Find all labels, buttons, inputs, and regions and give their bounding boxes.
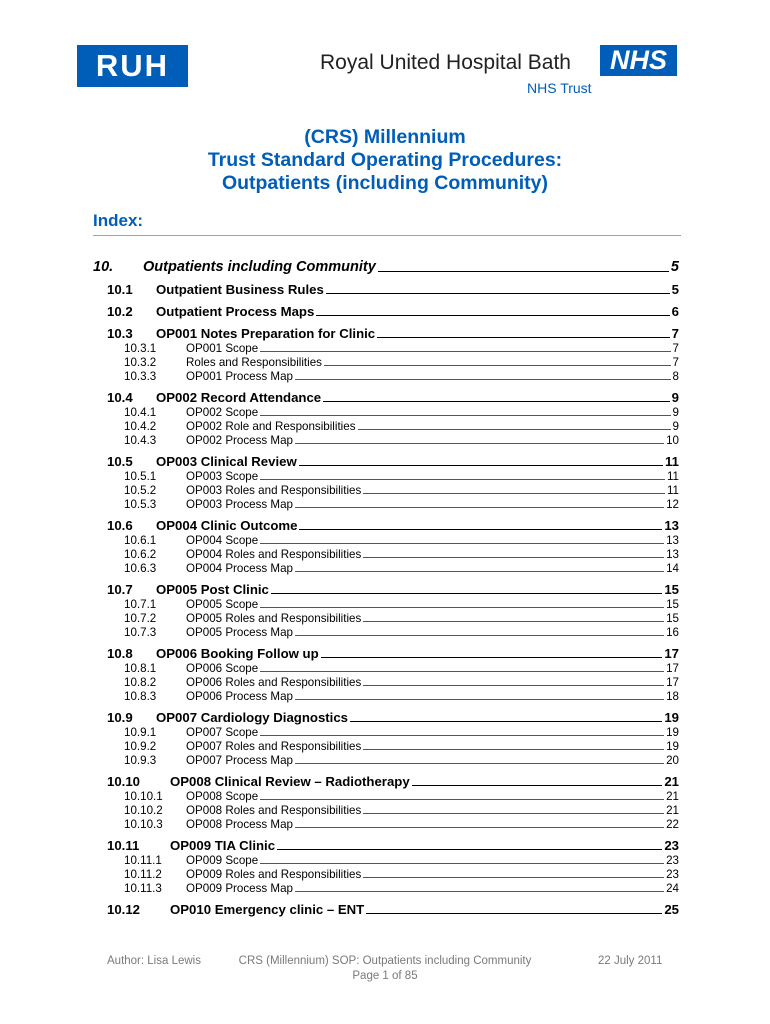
toc-leader xyxy=(363,813,664,814)
toc-leader xyxy=(350,721,662,722)
toc-leader xyxy=(324,365,671,366)
toc-leader xyxy=(295,635,664,636)
toc-label: OP003 Scope xyxy=(186,470,259,483)
toc-page: 22 xyxy=(666,818,679,831)
toc-leader xyxy=(363,685,664,686)
toc-subsection-entry[interactable] xyxy=(93,369,679,383)
toc-page: 13 xyxy=(666,548,679,561)
toc-number: 10.11.2 xyxy=(124,868,162,881)
toc-number: 10.11.1 xyxy=(124,854,162,867)
toc-label: Outpatient Business Rules xyxy=(156,282,324,297)
footer-author: Author: Lisa Lewis xyxy=(107,955,201,967)
toc-page: 13 xyxy=(664,518,679,533)
toc-number: 10.1 xyxy=(107,282,133,297)
toc-section-entry[interactable] xyxy=(93,301,679,319)
toc-label: Outpatient Process Maps xyxy=(156,304,315,319)
toc-leader xyxy=(363,493,665,494)
toc-page: 9 xyxy=(672,420,679,433)
toc-leader xyxy=(260,863,664,864)
toc-page: 23 xyxy=(664,838,679,853)
toc-page: 25 xyxy=(664,902,679,917)
toc-label: OP001 Process Map xyxy=(186,370,293,383)
toc-subsection-entry[interactable] xyxy=(93,497,679,511)
hospital-name: Royal United Hospital Bath xyxy=(320,51,571,74)
toc-leader xyxy=(377,337,670,338)
title-line-3: Outpatients (including Community) xyxy=(221,172,549,194)
toc-number: 10.11 xyxy=(107,838,140,853)
toc-number: 10.10.3 xyxy=(124,818,163,831)
toc-leader xyxy=(358,429,671,430)
toc-number: 10.4.3 xyxy=(124,434,157,447)
toc-leader xyxy=(295,827,664,828)
toc-page: 21 xyxy=(664,774,679,789)
toc-subsection-entry[interactable] xyxy=(93,853,679,867)
toc-section-entry[interactable] xyxy=(93,323,679,341)
toc-label: OP006 Roles and Responsibilities xyxy=(186,676,362,689)
toc-label: OP002 Process Map xyxy=(186,434,293,447)
toc-leader xyxy=(295,763,664,764)
toc-number: 10.7 xyxy=(107,582,133,597)
toc-page: 20 xyxy=(666,754,679,767)
toc-label: OP007 Cardiology Diagnostics xyxy=(156,710,349,725)
toc-label: OP003 Process Map xyxy=(186,498,293,511)
footer-page-number: Page 1 of 85 xyxy=(352,970,418,982)
toc-number: 10.5 xyxy=(107,454,133,469)
toc-page: 23 xyxy=(666,854,679,867)
toc-subsection-entry[interactable] xyxy=(93,611,679,625)
toc-subsection-entry[interactable] xyxy=(93,881,679,895)
toc-number: 10.6.2 xyxy=(124,548,157,561)
toc-leader xyxy=(363,621,664,622)
footer-date: 22 July 2011 xyxy=(598,955,663,967)
toc-page: 18 xyxy=(666,690,679,703)
toc-leader xyxy=(260,351,670,352)
toc-number: 10.4.2 xyxy=(124,420,157,433)
toc-leader xyxy=(260,671,664,672)
toc-label: OP006 Process Map xyxy=(186,690,293,703)
toc-subsection-entry[interactable] xyxy=(93,533,679,547)
toc-number: 10.3.3 xyxy=(124,370,157,383)
toc-leader xyxy=(321,657,663,658)
ruh-logo: RUH xyxy=(77,45,188,87)
toc-label: OP004 Clinic Outcome xyxy=(156,518,298,533)
toc-label: OP007 Process Map xyxy=(186,754,293,767)
toc-page: 9 xyxy=(671,390,679,405)
toc-page: 19 xyxy=(666,740,679,753)
toc-leader xyxy=(363,749,664,750)
toc-subsection-entry[interactable] xyxy=(93,675,679,689)
toc-subsection-entry[interactable] xyxy=(93,561,679,575)
toc-leader xyxy=(378,271,669,272)
toc-label: OP008 Roles and Responsibilities xyxy=(186,804,362,817)
toc-label: OP009 Scope xyxy=(186,854,259,867)
toc-page: 12 xyxy=(666,498,679,511)
toc-page: 17 xyxy=(666,676,679,689)
toc-subsection-entry[interactable] xyxy=(93,341,679,355)
toc-label: OP005 Roles and Responsibilities xyxy=(186,612,362,625)
toc-label: OP002 Scope xyxy=(186,406,259,419)
toc-number: 10.3 xyxy=(107,326,133,341)
toc-page: 8 xyxy=(672,370,679,383)
toc-label: OP004 Process Map xyxy=(186,562,293,575)
toc-leader xyxy=(295,571,664,572)
toc-number: 10.7.3 xyxy=(124,626,157,639)
toc-leader xyxy=(295,379,671,380)
toc-leader xyxy=(299,465,663,466)
toc-label: OP001 Scope xyxy=(186,342,259,355)
toc-number: 10.5.2 xyxy=(124,484,157,497)
toc-label: OP008 Process Map xyxy=(186,818,293,831)
toc-number: 10.4 xyxy=(107,390,133,405)
nhs-trust-label: NHS Trust xyxy=(527,80,592,96)
toc-number: 10.6 xyxy=(107,518,133,533)
toc-number: 10.6.1 xyxy=(124,534,157,547)
toc-leader xyxy=(299,529,662,530)
toc-number: 10.3.1 xyxy=(124,342,157,355)
toc-label: OP008 Scope xyxy=(186,790,259,803)
toc-subsection-entry[interactable] xyxy=(93,817,679,831)
toc-number: 10.10.2 xyxy=(124,804,163,817)
toc-leader xyxy=(260,607,664,608)
toc-label: Roles and Responsibilities xyxy=(186,356,322,369)
toc-subsection-entry[interactable] xyxy=(93,661,679,675)
toc-number: 10.3.2 xyxy=(124,356,157,369)
toc-subsection-entry[interactable] xyxy=(93,689,679,703)
toc-leader xyxy=(316,315,669,316)
toc-label: OP009 TIA Clinic xyxy=(170,838,276,853)
toc-subsection-entry[interactable] xyxy=(93,355,679,369)
toc-number: 10.9.1 xyxy=(124,726,157,739)
toc-page: 5 xyxy=(670,259,679,275)
toc-subsection-entry[interactable] xyxy=(93,419,679,433)
toc-number: 10.8.2 xyxy=(124,676,157,689)
title-line-2: Trust Standard Operating Procedures: xyxy=(207,149,563,171)
title-line-1: (CRS) Millennium xyxy=(304,126,466,148)
toc-subsection-entry[interactable] xyxy=(93,725,679,739)
toc-number: 10.7.1 xyxy=(124,598,157,611)
toc-page: 7 xyxy=(672,356,679,369)
toc-label: OP005 Process Map xyxy=(186,626,293,639)
toc-main-entry[interactable] xyxy=(93,255,679,275)
toc-page: 11 xyxy=(665,454,679,469)
toc-number: 10.8.1 xyxy=(124,662,157,675)
toc-number: 10.9 xyxy=(107,710,133,725)
toc-subsection-entry[interactable] xyxy=(93,469,679,483)
toc-number: 10.6.3 xyxy=(124,562,157,575)
toc-page: 15 xyxy=(666,598,679,611)
toc-leader xyxy=(260,735,664,736)
toc-section-entry[interactable] xyxy=(93,451,679,469)
toc-leader xyxy=(295,507,664,508)
toc-label: OP004 Scope xyxy=(186,534,259,547)
toc-number: 10.7.2 xyxy=(124,612,157,625)
toc-section-entry[interactable] xyxy=(93,835,679,853)
nhs-logo: NHS xyxy=(600,45,677,76)
toc-number: 10.8 xyxy=(107,646,133,661)
toc-number: 10.4.1 xyxy=(124,406,157,419)
toc-number: 10. xyxy=(93,259,114,275)
toc-number: 10.12 xyxy=(107,902,141,917)
toc-leader xyxy=(277,849,662,850)
toc-leader xyxy=(295,443,664,444)
toc-label: OP010 Emergency clinic – ENT xyxy=(170,902,365,917)
toc-leader xyxy=(260,799,664,800)
table-of-contents xyxy=(93,255,679,917)
toc-label: OP005 Scope xyxy=(186,598,259,611)
toc-label: OP003 Roles and Responsibilities xyxy=(186,484,362,497)
toc-label: Outpatients including Community xyxy=(143,259,376,275)
toc-number: 10.11.3 xyxy=(124,882,162,895)
toc-subsection-entry[interactable] xyxy=(93,597,679,611)
toc-label: OP009 Process Map xyxy=(186,882,293,895)
toc-leader xyxy=(260,543,664,544)
toc-page: 21 xyxy=(666,790,679,803)
toc-number: 10.10.1 xyxy=(124,790,163,803)
toc-subsection-entry[interactable] xyxy=(93,625,679,639)
toc-label: OP003 Clinical Review xyxy=(156,454,297,469)
toc-label: OP001 Notes Preparation for Clinic xyxy=(156,326,376,341)
toc-subsection-entry[interactable] xyxy=(93,739,679,753)
toc-leader xyxy=(326,293,670,294)
toc-page: 19 xyxy=(666,726,679,739)
toc-label: OP007 Scope xyxy=(186,726,259,739)
toc-subsection-entry[interactable] xyxy=(93,753,679,767)
toc-section-entry[interactable] xyxy=(93,279,679,297)
toc-section-entry[interactable] xyxy=(93,771,679,789)
toc-label: OP006 Scope xyxy=(186,662,259,675)
toc-page: 24 xyxy=(666,882,679,895)
toc-number: 10.8.3 xyxy=(124,690,157,703)
toc-subsection-entry[interactable] xyxy=(93,405,679,419)
toc-leader xyxy=(260,479,665,480)
toc-subsection-entry[interactable] xyxy=(93,803,679,817)
toc-number: 10.5.1 xyxy=(124,470,157,483)
toc-subsection-entry[interactable] xyxy=(93,547,679,561)
toc-label: OP002 Record Attendance xyxy=(156,390,322,405)
toc-page: 19 xyxy=(664,710,679,725)
toc-number: 10.9.2 xyxy=(124,740,157,753)
footer-document: CRS (Millennium) SOP: Outpatients including Community xyxy=(238,955,532,967)
toc-label: OP004 Roles and Responsibilities xyxy=(186,548,362,561)
toc-section-entry[interactable] xyxy=(93,515,679,533)
toc-page: 17 xyxy=(664,646,679,661)
toc-page: 7 xyxy=(672,342,679,355)
toc-page: 11 xyxy=(666,484,679,497)
toc-section-entry[interactable] xyxy=(93,707,679,725)
toc-section-entry[interactable] xyxy=(93,899,679,917)
toc-leader xyxy=(412,785,663,786)
toc-number: 10.2 xyxy=(107,304,133,319)
toc-subsection-entry[interactable] xyxy=(93,433,679,447)
toc-page: 13 xyxy=(666,534,679,547)
document-title xyxy=(0,126,770,195)
toc-number: 10.5.3 xyxy=(124,498,157,511)
toc-page: 10 xyxy=(666,434,679,447)
toc-page: 16 xyxy=(666,626,679,639)
toc-page: 23 xyxy=(666,868,679,881)
toc-leader xyxy=(295,699,664,700)
toc-subsection-entry[interactable] xyxy=(93,483,679,497)
toc-page: 11 xyxy=(666,470,679,483)
toc-subsection-entry[interactable] xyxy=(93,789,679,803)
toc-label: OP009 Roles and Responsibilities xyxy=(186,868,362,881)
toc-page: 9 xyxy=(672,406,679,419)
toc-page: 21 xyxy=(666,804,679,817)
toc-page: 17 xyxy=(666,662,679,675)
toc-subsection-entry[interactable] xyxy=(93,867,679,881)
toc-leader xyxy=(366,913,662,914)
toc-page: 5 xyxy=(671,282,679,297)
toc-label: OP002 Role and Responsibilities xyxy=(186,420,356,433)
toc-number: 10.10 xyxy=(107,774,141,789)
toc-leader xyxy=(295,891,664,892)
toc-page: 6 xyxy=(671,304,679,319)
toc-label: OP005 Post Clinic xyxy=(156,582,269,597)
toc-leader xyxy=(271,593,662,594)
toc-label: OP006 Booking Follow up xyxy=(156,646,319,661)
index-heading: Index: xyxy=(93,211,681,236)
toc-label: OP007 Roles and Responsibilities xyxy=(186,740,362,753)
toc-page: 14 xyxy=(666,562,679,575)
toc-page: 15 xyxy=(666,612,679,625)
toc-page: 15 xyxy=(664,582,679,597)
toc-number: 10.9.3 xyxy=(124,754,157,767)
toc-section-entry[interactable] xyxy=(93,387,679,405)
toc-leader xyxy=(260,415,670,416)
toc-section-entry[interactable] xyxy=(93,643,679,661)
toc-label: OP008 Clinical Review – Radiotherapy xyxy=(170,774,410,789)
toc-leader xyxy=(363,557,664,558)
toc-section-entry[interactable] xyxy=(93,579,679,597)
toc-leader xyxy=(323,401,670,402)
toc-page: 7 xyxy=(671,326,679,341)
toc-leader xyxy=(363,877,664,878)
